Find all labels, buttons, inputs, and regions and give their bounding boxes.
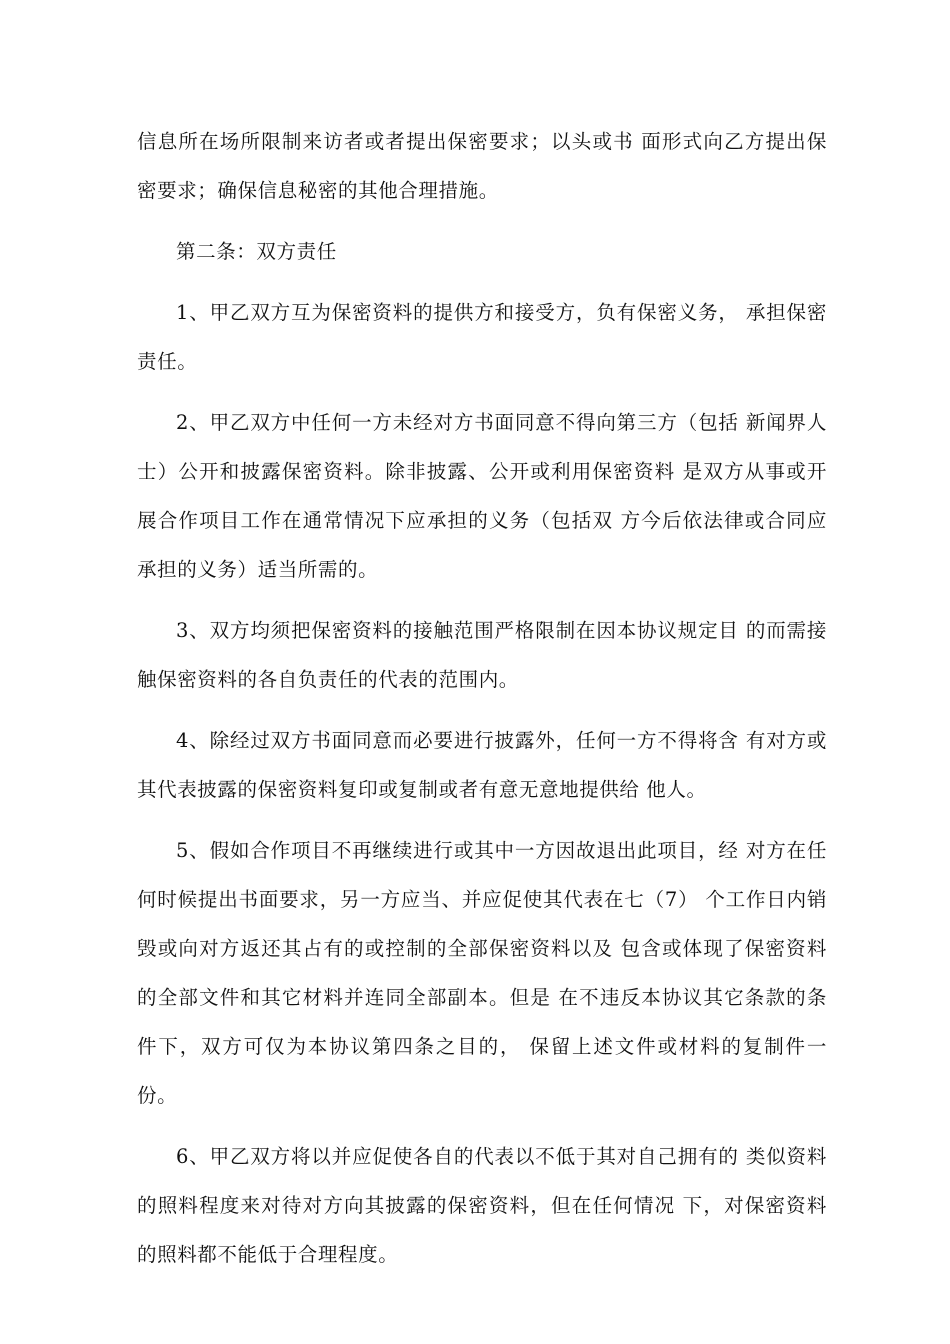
clause-3: 3、双方均须把保密资料的接触范围严格限制在因本协议规定目 的而需接触保密资料的各自负责任的代表的范围内。 [137,619,827,691]
paragraph-gap [137,1120,827,1132]
paragraph-gap [137,594,827,606]
paragraph-gap [137,704,827,716]
paragraph-gap [137,814,827,826]
paragraph-gap [137,215,827,227]
paragraph-gap [137,276,827,288]
clause-1: 1、甲乙双方互为保密资料的提供方和接受方，负有保密义务， 承担保密责任。 [137,301,827,373]
clause-4: 4、除经过双方书面同意而必要进行披露外，任何一方不得将含 有对方或其代表披露的保密资料复印或复制或者有意无意地提供给 他人。 [137,729,827,801]
paragraph-gap [137,386,827,398]
document-body [137,117,827,1279]
clause-2: 2、甲乙双方中任何一方未经对方书面同意不得向第三方（包括 新闻界人士）公开和披露保密资料。除非披露、公开或利用保密资料 是双方从事或开展合作项目工作在通常情况下应承担的义务（包括双 方今后依法律或合同应承担的义务）适当所需的。 [137,411,827,581]
section-heading-article-2: 第二条：双方责任 [176,240,337,263]
paragraph-continuation: 信息所在场所限制来访者或者提出保密要求；以头或书 面形式向乙方提出保密要求；确保信息秘密的其他合理措施。 [137,130,827,202]
clause-6: 6、甲乙双方将以并应促使各自的代表以不低于其对自己拥有的 类似资料的照料程度来对待对方向其披露的保密资料，但在任何情况 下，对保密资料的照料都不能低于合理程度。 [137,1145,827,1266]
clause-5: 5、假如合作项目不再继续进行或其中一方因故退出此项目，经 对方在任何时候提出书面要求，另一方应当、并应促使其代表在七（7） 个工作日内销毁或向对方返还其占有的或控制的全部保密资料以及 包含或体现了保密资料的全部文件和其它材料并连同全部副本。但是 在不违反本协议其它条款的条件下，双方可仅为本协议第四条之目的， 保留上述文件或材料的复制件一份。 [137,839,827,1107]
